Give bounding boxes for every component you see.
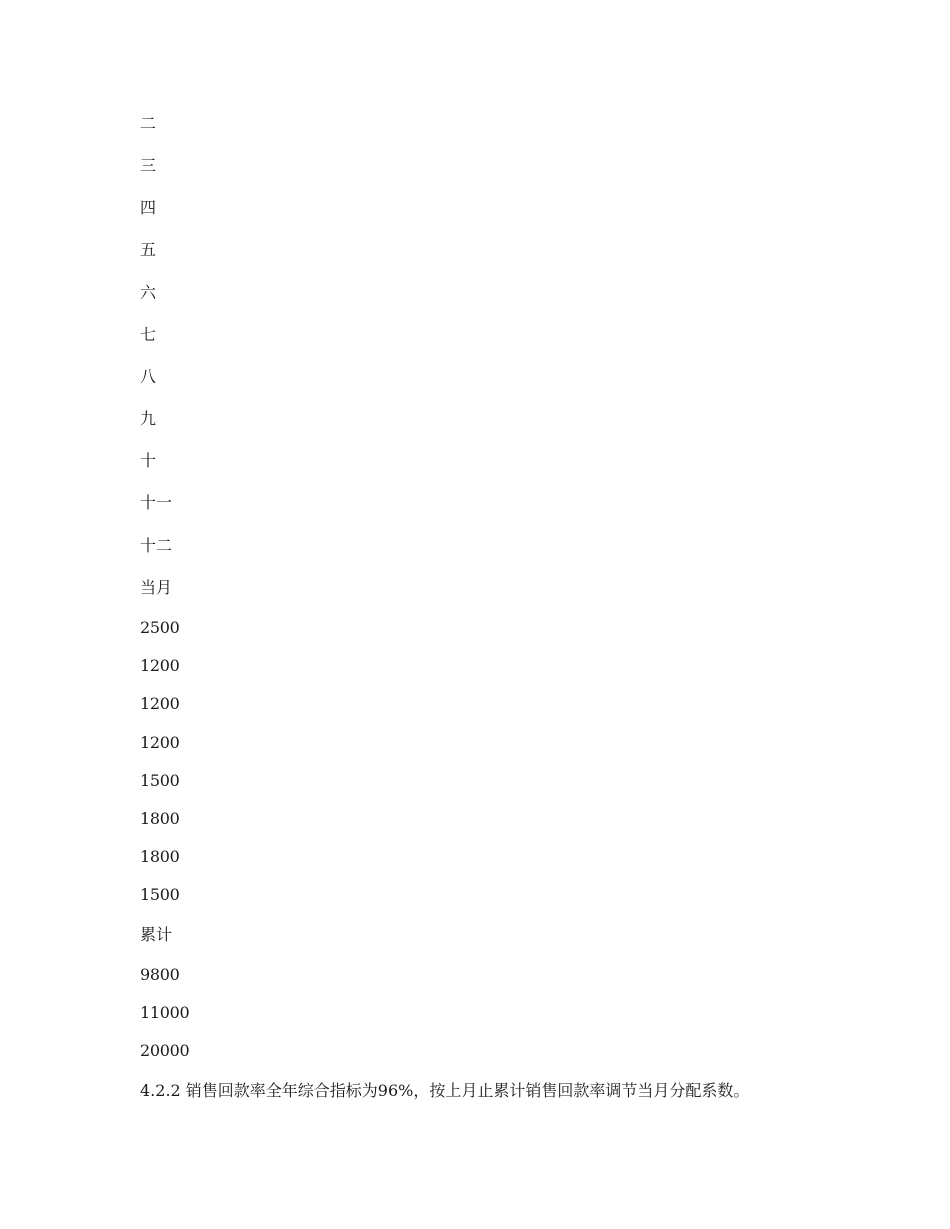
collection-rate-note: 4.2.2 销售回款率全年综合指标为96%，按上月止累计销售回款率调节当月分配系数。 [140,1081,750,1100]
month-label: 四 [140,198,157,217]
cumulative-value: 9800 [140,965,180,984]
current-month-label: 当月 [140,578,173,597]
month-label: 十二 [140,536,173,555]
current-month-value: 1800 [140,847,180,866]
current-month-value: 1500 [140,885,180,904]
month-label: 七 [140,325,157,344]
current-month-value: 1200 [140,656,180,675]
current-month-value: 1500 [140,771,180,790]
cumulative-label: 累计 [140,925,173,944]
current-month-value: 1800 [140,809,180,828]
current-month-value: 2500 [140,618,180,637]
month-label: 六 [140,283,157,302]
month-label: 二 [140,114,157,133]
month-label: 十 [140,451,157,470]
month-label: 三 [140,156,157,175]
month-label: 五 [140,240,157,259]
cumulative-value: 20000 [140,1041,190,1060]
current-month-value: 1200 [140,694,180,713]
cumulative-value: 11000 [140,1003,190,1022]
current-month-value: 1200 [140,733,180,752]
month-label: 八 [140,367,157,386]
month-label: 九 [140,409,157,428]
month-label: 十一 [140,493,173,512]
